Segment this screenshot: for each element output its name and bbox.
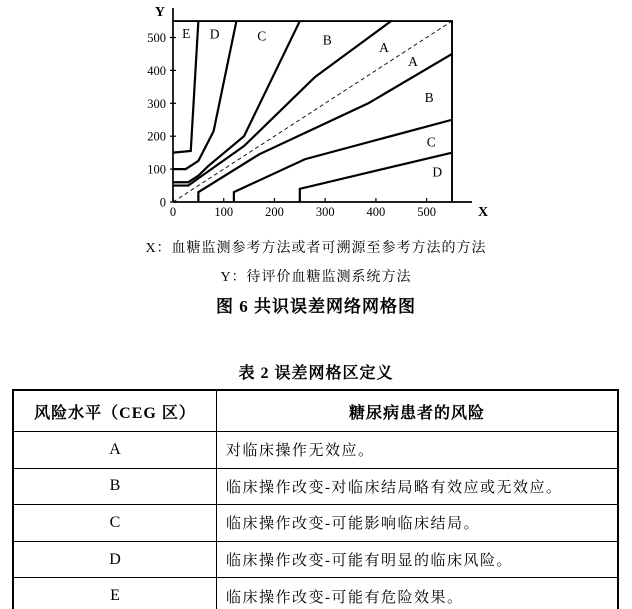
- zone-boundary-upper-D-C: [173, 21, 236, 169]
- table-row-zone-d: [13, 541, 618, 578]
- error-grid-definition-table: [12, 389, 619, 609]
- x-tick-label: 300: [315, 205, 335, 219]
- y-tick-label: 300: [147, 96, 166, 111]
- zone-cell: E: [13, 578, 217, 609]
- zone-label-D: D: [209, 26, 220, 42]
- zone-cell: B: [13, 468, 217, 505]
- zone-cell: A: [13, 432, 217, 469]
- zone-label-B: B: [322, 32, 332, 48]
- table-row-zone-c: [13, 505, 618, 542]
- y-tick-label: 200: [147, 129, 166, 144]
- zone-boundary-upper-C-B: [173, 21, 300, 182]
- zone-label-A: A: [379, 39, 389, 55]
- zone-boundary-upper-B-A: [173, 21, 391, 186]
- y-axis-caption: Y：待评价血糖监测系统方法: [220, 270, 412, 285]
- risk-cell: 临床操作改变-可能有明显的临床风险。: [217, 541, 619, 578]
- risk-cell: 临床操作改变-对临床结局略有效应或无效应。: [217, 468, 619, 505]
- zone-label-D: D: [432, 164, 443, 180]
- zone-boundary-diagonal-identity: [173, 21, 452, 202]
- y-axis-label: Y: [154, 5, 165, 20]
- x-tick-label: 0: [169, 205, 177, 219]
- zone-cell: D: [13, 541, 217, 578]
- figure-caption: 图 6 共识误差网络网格图: [216, 297, 416, 316]
- zone-label-C: C: [426, 134, 436, 150]
- zone-boundary-lower-C-D: [300, 153, 452, 202]
- x-axis-label: X: [478, 205, 489, 220]
- table-row-zone-a: [13, 432, 618, 469]
- table-row-zone-b: [13, 468, 618, 505]
- y-tick-label: 500: [147, 31, 166, 45]
- zone-label-E: E: [182, 26, 191, 42]
- zone-label-C: C: [257, 28, 267, 44]
- table-row-zone-e: [13, 578, 618, 609]
- consensus-error-grid-chart: [100, 0, 500, 226]
- zone-label-A: A: [408, 54, 418, 70]
- y-tick-label: 400: [147, 63, 166, 78]
- x-tick-label: 100: [214, 205, 234, 219]
- x-axis-caption: X：血糖监测参考方法或者可溯源至参考方法的方法: [145, 241, 487, 256]
- y-tick-label: 100: [147, 162, 166, 177]
- table-header-row: [13, 390, 618, 432]
- x-tick-label: 200: [265, 205, 284, 219]
- risk-cell: 临床操作改变-可能影响临床结局。: [217, 505, 619, 542]
- table-title: 表 2 误差网格区定义: [238, 365, 394, 382]
- table-header-patient-risk: 糖尿病患者的风险: [217, 390, 619, 432]
- x-tick-label: 400: [366, 205, 386, 219]
- risk-cell: 临床操作改变-可能有危险效果。: [217, 578, 619, 609]
- y-tick-label: 0: [159, 195, 166, 210]
- risk-cell: 对临床操作无效应。: [217, 432, 619, 469]
- zone-label-B: B: [424, 90, 434, 106]
- x-tick-label: 500: [417, 205, 437, 219]
- zone-cell: C: [13, 505, 217, 542]
- zone-boundary-lower-A-B: [198, 54, 452, 202]
- table-header-risk-level: 风险水平（CEG 区）: [13, 390, 217, 432]
